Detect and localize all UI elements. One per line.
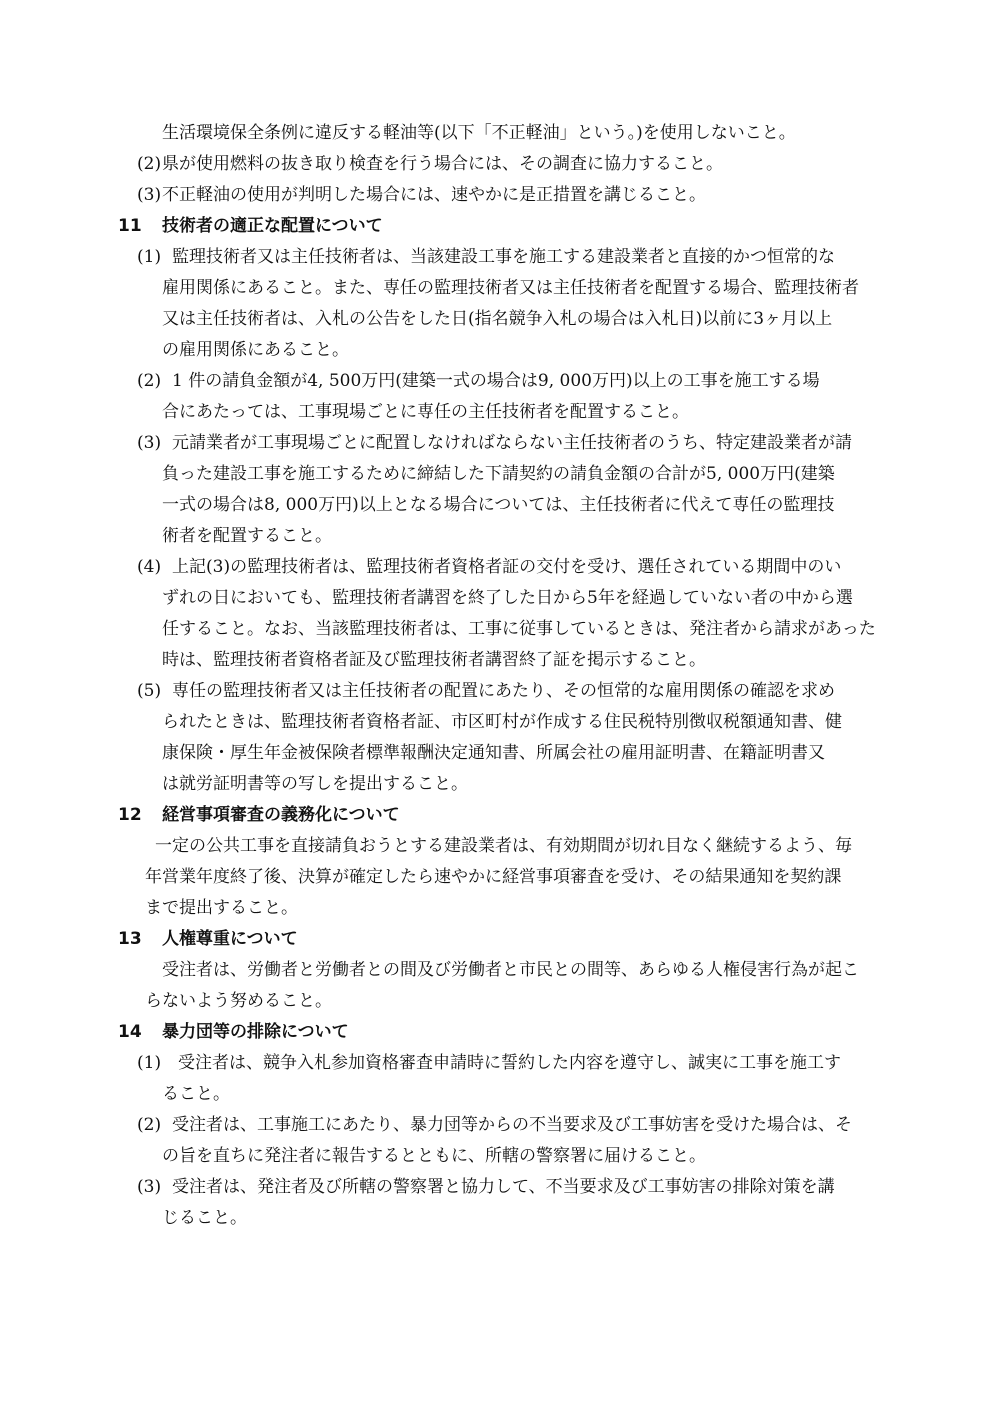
list-item-number: (3) bbox=[137, 185, 162, 205]
paragraph-text: 生活環境保全条例に違反する軽油等(以下「不正軽油」という。)を使用しないこと。 bbox=[162, 123, 796, 143]
list-item-text: じること。 bbox=[162, 1208, 247, 1228]
list-item-text: 専任の監理技術者又は主任技術者の配置にあたり、その恒常的な雇用関係の確認を求め bbox=[172, 681, 835, 701]
list-item-number: (2) bbox=[137, 1115, 162, 1135]
list-item-number: (1) bbox=[137, 1053, 162, 1073]
list-item-text: 監理技術者又は主任技術者は、当該建設工事を施工する建設業者と直接的かつ恒常的な bbox=[172, 247, 835, 267]
section-title: 技術者の適正な配置について bbox=[162, 216, 383, 236]
list-item-text: の旨を直ちに発注者に報告するとともに、所轄の警察署に届けること。 bbox=[162, 1146, 706, 1166]
list-item-text: 雇用関係にあること。また、専任の監理技術者又は主任技術者を配置する場合、監理技術者 bbox=[162, 278, 859, 298]
section-title: 暴力団等の排除について bbox=[162, 1022, 349, 1042]
list-item-text: 負った建設工事を施工するために締結した下請契約の請負金額の合計が5, 000万円(建築 bbox=[162, 464, 835, 484]
list-item-text: られたときは、監理技術者資格者証、市区町村が作成する住民税特別徴収税額通知書、健 bbox=[162, 712, 842, 732]
paragraph-text: 一定の公共工事を直接請負おうとする建設業者は、有効期間が切れ目なく継続するよう、毎 bbox=[155, 836, 852, 856]
list-item-text: 康保険・厚生年金被保険者標準報酬決定通知書、所属会社の雇用証明書、在籍証明書又 bbox=[162, 743, 825, 763]
section-title: 人権尊重について bbox=[162, 929, 298, 949]
paragraph-text: まで提出すること。 bbox=[145, 898, 298, 918]
list-item-text: 元請業者が工事現場ごとに配置しなければならない主任技術者のうち、特定建設業者が請 bbox=[172, 433, 852, 453]
section-number: 14 bbox=[118, 1022, 142, 1042]
list-item-text: 任すること。なお、当該監理技術者は、工事に従事しているときは、発注者から請求があった bbox=[162, 619, 876, 639]
list-item-text: 県が使用燃料の抜き取り検査を行う場合には、その調査に協力すること。 bbox=[162, 154, 723, 174]
paragraph-text: 年営業年度終了後、決算が確定したら速やかに経営事項審査を受け、その結果通知を契約課 bbox=[145, 867, 842, 887]
list-item-text: 術者を配置すること。 bbox=[162, 526, 332, 546]
section-number: 11 bbox=[118, 216, 142, 236]
list-item-text: 時は、監理技術者資格者証及び監理技術者講習終了証を掲示すること。 bbox=[162, 650, 706, 670]
list-item-text: 合にあたっては、工事現場ごとに専任の主任技術者を配置すること。 bbox=[162, 402, 689, 422]
list-item-text: 一式の場合は8, 000万円)以上となる場合については、主任技術者に代えて専任の監理技 bbox=[162, 495, 835, 515]
list-item-text: 不正軽油の使用が判明した場合には、速やかに是正措置を講じること。 bbox=[162, 185, 706, 205]
list-item-text: 又は主任技術者は、入札の公告をした日(指名競争入札の場合は入札日)以前に3ヶ月以上 bbox=[162, 309, 833, 329]
section-number: 13 bbox=[118, 929, 142, 949]
list-item-text: 受注者は、競争入札参加資格審査申請時に誓約した内容を遵守し、誠実に工事を施工す bbox=[178, 1053, 841, 1073]
paragraph-text: 受注者は、労働者と労働者との間及び労働者と市民との間等、あらゆる人権侵害行為が起こ bbox=[162, 960, 859, 980]
list-item-text: 1 件の請負金額が4, 500万円(建築一式の場合は9, 000万円)以上の工事を施工する場 bbox=[172, 371, 820, 391]
list-item-number: (5) bbox=[137, 681, 162, 701]
list-item-text: 受注者は、工事施工にあたり、暴力団等からの不当要求及び工事妨害を受けた場合は、そ bbox=[172, 1115, 852, 1135]
section-title: 経営事項審査の義務化について bbox=[162, 805, 400, 825]
list-item-text: ること。 bbox=[162, 1084, 230, 1104]
paragraph-text: らないよう努めること。 bbox=[145, 991, 332, 1011]
list-item-number: (2) bbox=[137, 371, 162, 391]
list-item-text: 受注者は、発注者及び所轄の警察署と協力して、不当要求及び工事妨害の排除対策を講 bbox=[172, 1177, 835, 1197]
section-number: 12 bbox=[118, 805, 142, 825]
list-item-text: の雇用関係にあること。 bbox=[162, 340, 349, 360]
list-item-text: 上記(3)の監理技術者は、監理技術者資格者証の交付を受け、選任されている期間中のい bbox=[172, 557, 842, 577]
list-item-text: ずれの日においても、監理技術者講習を終了した日から5年を経過していない者の中から選 bbox=[162, 588, 853, 608]
list-item-number: (1) bbox=[137, 247, 162, 267]
list-item-number: (3) bbox=[137, 433, 162, 453]
list-item-number: (3) bbox=[137, 1177, 162, 1197]
list-item-text: は就労証明書等の写しを提出すること。 bbox=[162, 774, 468, 794]
list-item-number: (4) bbox=[137, 557, 162, 577]
list-item-number: (2) bbox=[137, 154, 162, 174]
